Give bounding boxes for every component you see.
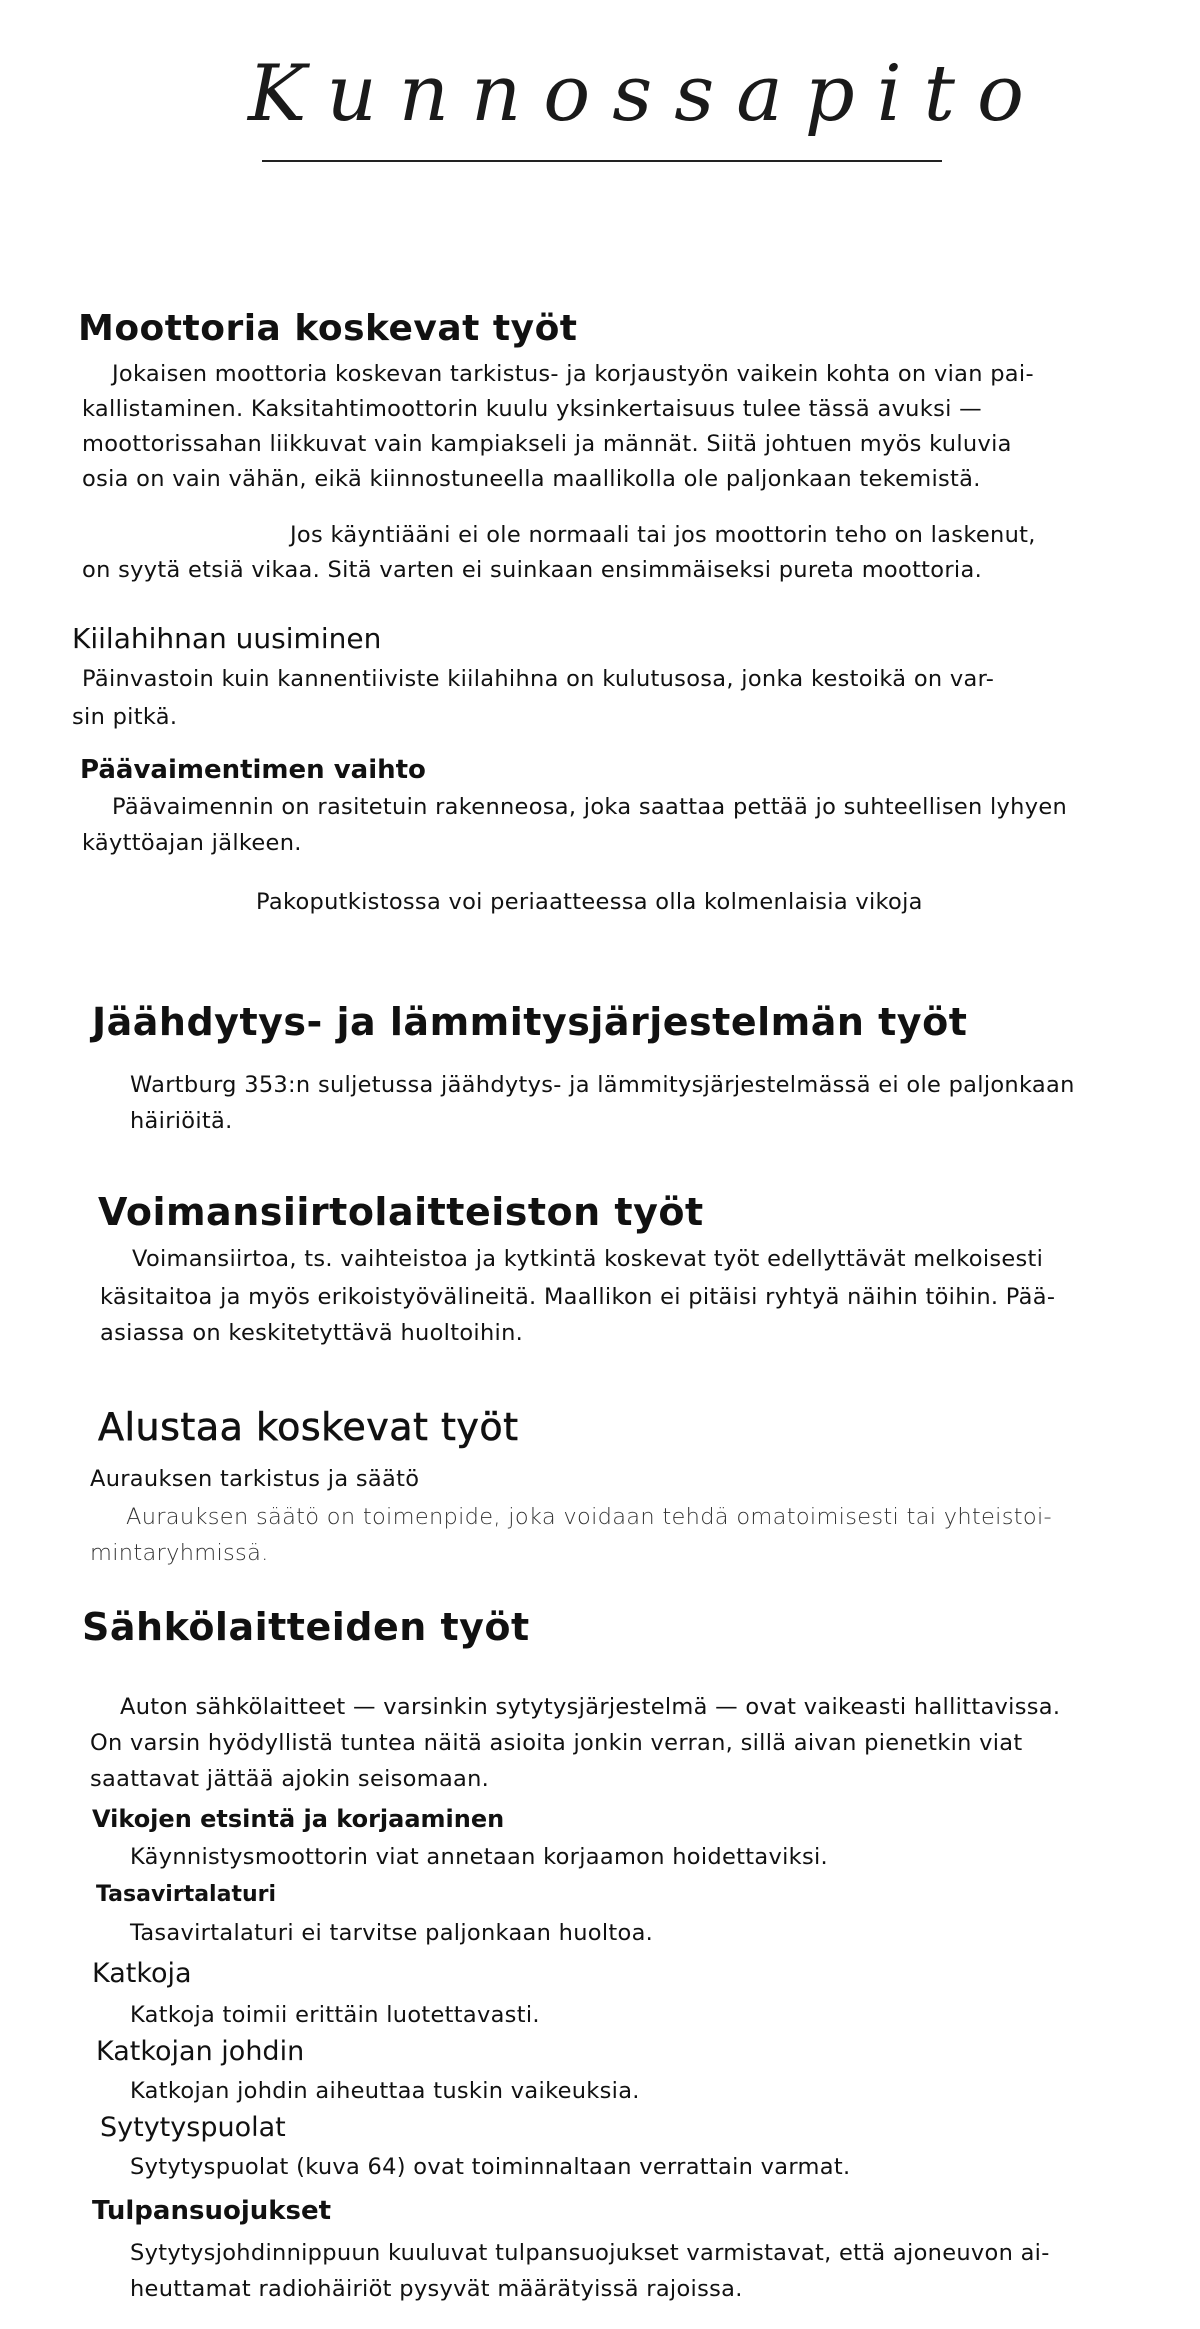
- heading-fault-finding: Vikojen etsintä ja korjaaminen: [92, 1805, 505, 1833]
- plug-covers-line-2: heuttamat radiohäiriöt pysyvät määrätyissä rajoissa.: [130, 2276, 743, 2302]
- muffler-line-1: Päävaimennin on rasitetuin rakenneosa, joka saattaa pettää jo suhteellisen lyhyen: [112, 794, 1068, 820]
- dc-generator-line: Tasavirtalaturi ei tarvitse paljonkaan huoltoa.: [130, 1920, 654, 1946]
- engine-fault-line-1: Jos käyntiääni ei ole normaali tai jos moottorin teho on laskenut,: [290, 522, 1036, 548]
- engine-fault-line-2: on syytä etsiä vikaa. Sitä varten ei suinkaan ensimmäiseksi pureta moottoria.: [82, 557, 983, 583]
- heading-belt: Kiilahihnan uusiminen: [72, 622, 382, 655]
- heading-ignition-coils: Sytytyspuolat: [100, 2112, 286, 2143]
- heading-cooling: Jäähdytys- ja lämmitysjärjestelmän työt: [92, 1000, 968, 1044]
- engine-intro-line-4: osia on vain vähän, eikä kiinnostuneella maallikolla ole paljonkaan tekemistä.: [82, 466, 981, 492]
- heading-plug-covers: Tulpansuojukset: [92, 2196, 332, 2226]
- breaker-line: Katkoja toimii erittäin luotettavasti.: [130, 2002, 540, 2028]
- title-underline: [262, 160, 942, 162]
- handwritten-title: Kunnossapito: [248, 49, 1046, 139]
- electrical-intro-line-3: saattavat jättää ajokin seisomaan.: [90, 1766, 490, 1792]
- belt-line-2: sin pitkä.: [72, 704, 178, 730]
- transmission-line-1: Voimansiirtoa, ts. vaihteistoa ja kytkintä koskevat työt edellyttävät melkoisesti: [132, 1246, 1044, 1272]
- breaker-wire-line: Katkojan johdin aiheuttaa tuskin vaikeuksia.: [130, 2078, 640, 2104]
- heading-muffler: Päävaimentimen vaihto: [80, 755, 426, 785]
- electrical-intro-line-1: Auton sähkölaitteet — varsinkin sytytysjärjestelmä — ovat vaikeasti hallittavissa.: [120, 1694, 1061, 1720]
- heading-chassis: Alustaa koskevat työt: [98, 1405, 519, 1449]
- electrical-intro-line-2: On varsin hyödyllistä tuntea näitä asioita jonkin verran, sillä aivan pienetkin viat: [90, 1730, 1023, 1756]
- heading-electrical: Sähkölaitteiden työt: [82, 1605, 530, 1649]
- engine-intro-line-1: Jokaisen moottoria koskevan tarkistus- ja korjaustyön vaikein kohta on vian pai-: [112, 361, 1034, 387]
- heading-engine: Moottoria koskevat työt: [78, 308, 578, 349]
- muffler-line-2: käyttöajan jälkeen.: [82, 830, 302, 856]
- heading-breaker-wire: Katkojan johdin: [96, 2036, 305, 2067]
- chassis-line-1: Aurauksen säätö on toimenpide, joka voidaan tehdä omatoimisesti tai yhteistoi-: [126, 1504, 1052, 1530]
- heading-dc-generator: Tasavirtalaturi: [96, 1882, 277, 1907]
- ignition-coils-line: Sytytyspuolat (kuva 64) ovat toiminnaltaan verrattain varmat.: [130, 2154, 851, 2180]
- engine-intro-line-2: kallistaminen. Kaksitahtimoottorin kuulu yksinkertaisuus tulee tässä avuksi —: [82, 396, 982, 422]
- cooling-line-1: Wartburg 353:n suljetussa jäähdytys- ja lämmitysjärjestelmässä ei ole paljonkaan: [130, 1072, 1075, 1098]
- heading-transmission: Voimansiirtolaitteiston työt: [98, 1190, 704, 1234]
- cooling-line-2: häiriöitä.: [130, 1108, 233, 1134]
- belt-line-1: Päinvastoin kuin kannentiiviste kiilahihna on kulutusosa, jonka kestoikä on var-: [82, 666, 995, 692]
- transmission-line-3: asiassa on keskitetyttävä huoltoihin.: [100, 1320, 524, 1346]
- transmission-line-2: käsitaitoa ja myös erikoistyövälineitä. Maallikon ei pitäisi ryhtyä näihin töihin. Pää-: [100, 1284, 1056, 1310]
- heading-breaker: Katkoja: [92, 1958, 192, 1989]
- chassis-subheading: Aurauksen tarkistus ja säätö: [90, 1466, 420, 1492]
- fault-finding-line: Käynnistysmoottorin viat annetaan korjaamon hoidettaviksi.: [130, 1844, 829, 1870]
- engine-intro-line-3: moottorissahan liikkuvat vain kampiakseli ja männät. Siitä johtuen myös kuluvia: [82, 431, 1012, 457]
- chassis-line-2: mintaryhmissä.: [90, 1540, 269, 1566]
- plug-covers-line-1: Sytytysjohdinnippuun kuuluvat tulpansuojukset varmistavat, että ajoneuvon ai-: [130, 2240, 1050, 2266]
- exhaust-line: Pakoputkistossa voi periaatteessa olla kolmenlaisia vikoja: [256, 889, 923, 915]
